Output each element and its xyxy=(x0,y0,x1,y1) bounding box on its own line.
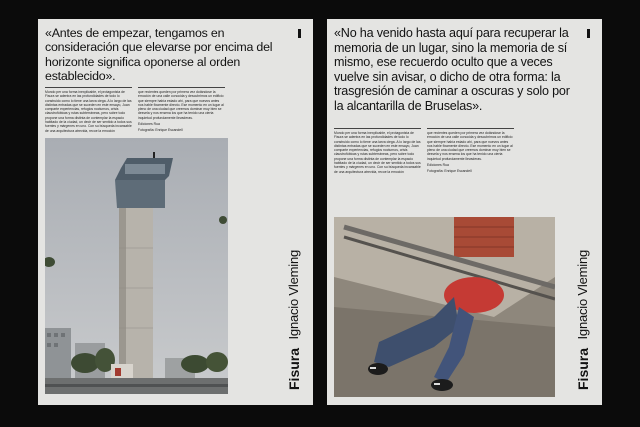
tower-illustration xyxy=(45,138,228,394)
body-column-2 xyxy=(138,87,225,135)
credit-publisher: Ediciones Rua xyxy=(138,122,160,127)
body-text xyxy=(45,87,225,135)
poster-left xyxy=(38,19,313,405)
author-name: Ignacio Vleming xyxy=(575,250,590,340)
pull-quote: «No ha venido hasta aquí para recuperar la memoria de un lugar, sino la memoria de sí mismo, ese recuerdo oculto que a veces vuelve sin avisar, o dicho de otra forma: la trasgresión de caminar a oscuras y solo por la alcantarilla de Bruselas». xyxy=(334,26,570,113)
body-paragraph: Mundo per una forma inexplicable, el protagonista de Fisura se adentra en las profundidades de todo lo construido como lo tiene una larva ciega. A lo largo de las distintas entradas que se suceden en este ensayo, Juan comparte experiencias, refugios nocturnos, crisis claustrofóbicas y rutas subterráneas, pero sobre todo propone una forma distinta de contemplar la espacio habitado de la ciudad, un decir de ser sentido a todos sus fuentes y márgenes en uno. Con su búsqueda incansable de una arquitectura atrevida, recoe la emoción xyxy=(45,90,132,133)
credit-photo: Fotografía: Enrique Escandell xyxy=(427,169,472,174)
credit-photo: Fotografía: Enrique Escandell xyxy=(138,128,183,133)
body-column-1 xyxy=(45,87,132,135)
vertical-title xyxy=(281,214,313,394)
author-name: Ignacio Vleming xyxy=(286,250,301,340)
brand-name: Fisura xyxy=(575,347,591,390)
poster-right xyxy=(327,19,602,405)
crawling-person-photo xyxy=(334,217,555,397)
column-rule xyxy=(45,87,132,88)
vertical-title xyxy=(570,214,602,394)
credit-publisher: Ediciones Rua xyxy=(427,163,449,168)
body-paragraph: Mundo per una forma inexplicable, el protagonista de Fisura se adentra en las profundidades de todo lo construido como lo tiene una larva ciega. A lo largo de las distintas entradas que se suceden en este ensayo, Juan comparte experiencias, refugios nocturnos, crisis claustrofóbicas y rutas subterráneas, pero sobre todo propone una forma distinta de contemplar la espacio habitado de la ciudad, un decir de ser sentido a todos sus fuentes y márgenes en uno. Con su búsqueda incansable de una arquitectura atrevida, recoe la emoción xyxy=(334,131,421,174)
tower-photo xyxy=(45,138,228,394)
column-rule xyxy=(138,87,225,88)
brand-name: Fisura xyxy=(286,347,302,390)
column-rule xyxy=(334,128,421,129)
issue-mark xyxy=(298,29,301,38)
body-text xyxy=(334,128,514,176)
issue-mark xyxy=(587,29,590,38)
body-column-2 xyxy=(427,128,514,176)
column-rule xyxy=(427,128,514,129)
body-paragraph: que recientes queden por primera vez dotándose la emoción de una calle conocida y descubrimos un edificio que siempre había estado ahí, para que nuevos antes nos hable fixamente directo. Ese momento en un lugar al pleno de una ciudad que creemos dominar muy bien se desvela y nos ensena los que ha tenido una cierta inquietud profundamente llevaderas. xyxy=(138,90,224,120)
pull-quote: «Antes de empezar, tengamos en consideración que elevarse por encima del horizonte significa oponerse al orden establecido». xyxy=(45,26,273,84)
body-paragraph: que recientes queden por primera vez dotándose la emoción de una calle conocida y descubrimos un edificio que siempre había estado ahí, para que nuevos antes nos hable fixamente directo. Ese momento en un lugar al pleno de una ciudad que creemos dominar muy bien se desvela y nos ensena los que ha tenido una cierta inquietud profundamente llevaderas. xyxy=(427,131,513,161)
crawling-person-illustration xyxy=(334,217,555,397)
body-column-1 xyxy=(334,128,421,176)
